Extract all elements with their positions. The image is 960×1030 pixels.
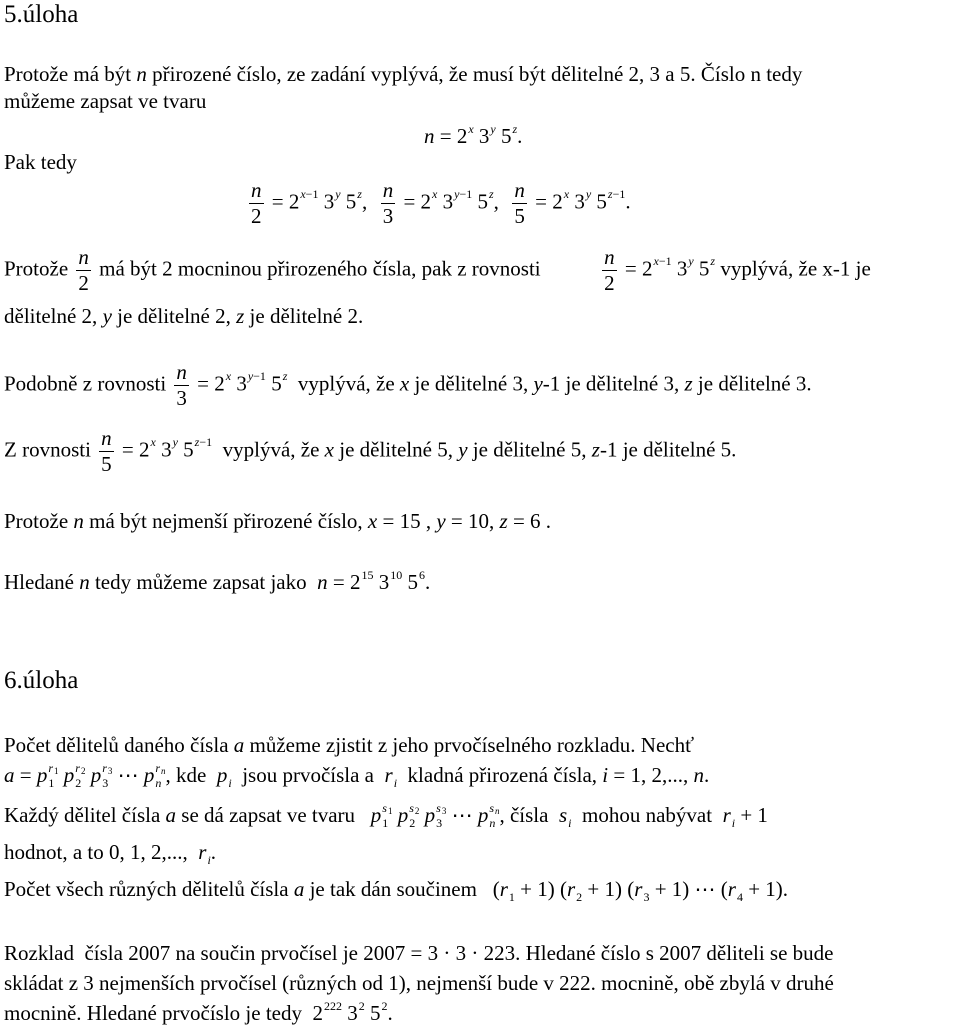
paragraph-line: dělitelné 2, y je dělitelné 2, z je dělitelné 2. — [4, 304, 364, 328]
paragraph-line: Protože n má být nejmenší přirozené číslo, x = 15 , y = 10, z = 6 . — [4, 509, 552, 533]
paragraph-line: Pak tedy — [4, 150, 77, 174]
paragraph-line: hodnot, a to 0, 1, 2,..., $r_i$. — [4, 840, 217, 867]
formula-n: $n = 2^x$ 3$^y$ 5$^z$. — [424, 122, 523, 148]
paragraph-line: Z rovnosti $\frac{n}{5}$ = $2^x$ 3$^y$ $5^{z-1}$ vyplývá, že x je dělitelné 5, y je dělitelné 5, z-1 je dělitelné 5. — [4, 426, 737, 476]
paragraph-line: můžeme zapsat ve tvaru — [4, 89, 207, 113]
formula-fractions: $\frac{n}{2}$ = $2^{x-1}$ 3$^y$ 5$^z$, $\frac{n}{3}$ = $2^x$ $3^{y-1}$ 5$^z$, $\frac{n}{5}$ = $2^x$ 3$^y$ $5^{z-1}$. — [251, 178, 631, 228]
paragraph-line: skládat z 3 nejmenších prvočísel (různých od 1), nejmenší bude v 222. mocnině, obě zbylá v druhé — [4, 971, 834, 995]
paragraph-line: Počet dělitelů daného čísla a můžeme zjistit z jeho prvočíselného rozkladu. Nechť — [4, 733, 695, 757]
heading-task-6: 6.úloha — [4, 667, 79, 694]
paragraph-line: Protože má být n přirozené číslo, ze zadání vyplývá, že musí být dělitelné 2, 3 a 5. Číslo n tedy — [4, 62, 803, 86]
paragraph-line: Rozklad čísla 2007 na součin prvočísel je 2007 = 3 · 3 · 223. Hledané číslo s 2007 děliteli se bude — [4, 941, 834, 965]
paragraph-line: $a = p_1^{r_1}$ $p_2^{r_2}$ $p_3^{r_3}$ ⋯ $p_n^{r_n}$, kde $p_i$ jsou prvočísla a $r_i$ kladná přirozená čísla, i = 1, 2,..., n. — [4, 761, 710, 790]
paragraph-line: Počet všech různých dělitelů čísla a je tak dán součinem $(r_1 + 1) (r_2 + 1) (r_3 + 1)$ ⋯ $(r_4 + 1)$. — [4, 877, 789, 904]
paragraph-line: Protože $\frac{n}{2}$ má být 2 mocninou přirozeného čísla, pak z rovnosti $\frac{n}{2}$ = $2^{x-1}$ 3$^y$ 5$^z$ vyplývá, že x-1 je — [4, 245, 871, 295]
paragraph-line: Hledané n tedy můžeme zapsat jako $n = 2^{15}$ $3^{10}$ $5^6$. — [4, 568, 431, 594]
paragraph-line: mocnině. Hledané prvočíslo je tedy $2^{222}$ $3^2$ $5^2$. — [4, 999, 393, 1025]
heading-task-5: 5.úloha — [4, 1, 79, 28]
paragraph-line: Každý dělitel čísla a se dá zapsat ve tvaru $p_1^{s_1}$ $p_2^{s_2}$ $p_3^{s_3}$ ⋯ $p_n^{s_n}$, čísla $s_i$ mohou nabývat $r_i + 1$ — [4, 801, 768, 830]
paragraph-line: Podobně z rovnosti $\frac{n}{3}$ = $2^x$ $3^{y-1}$ 5$^z$ vyplývá, že x je dělitelné 3, y-1 je dělitelné 3, z je dělitelné 3. — [4, 360, 812, 410]
